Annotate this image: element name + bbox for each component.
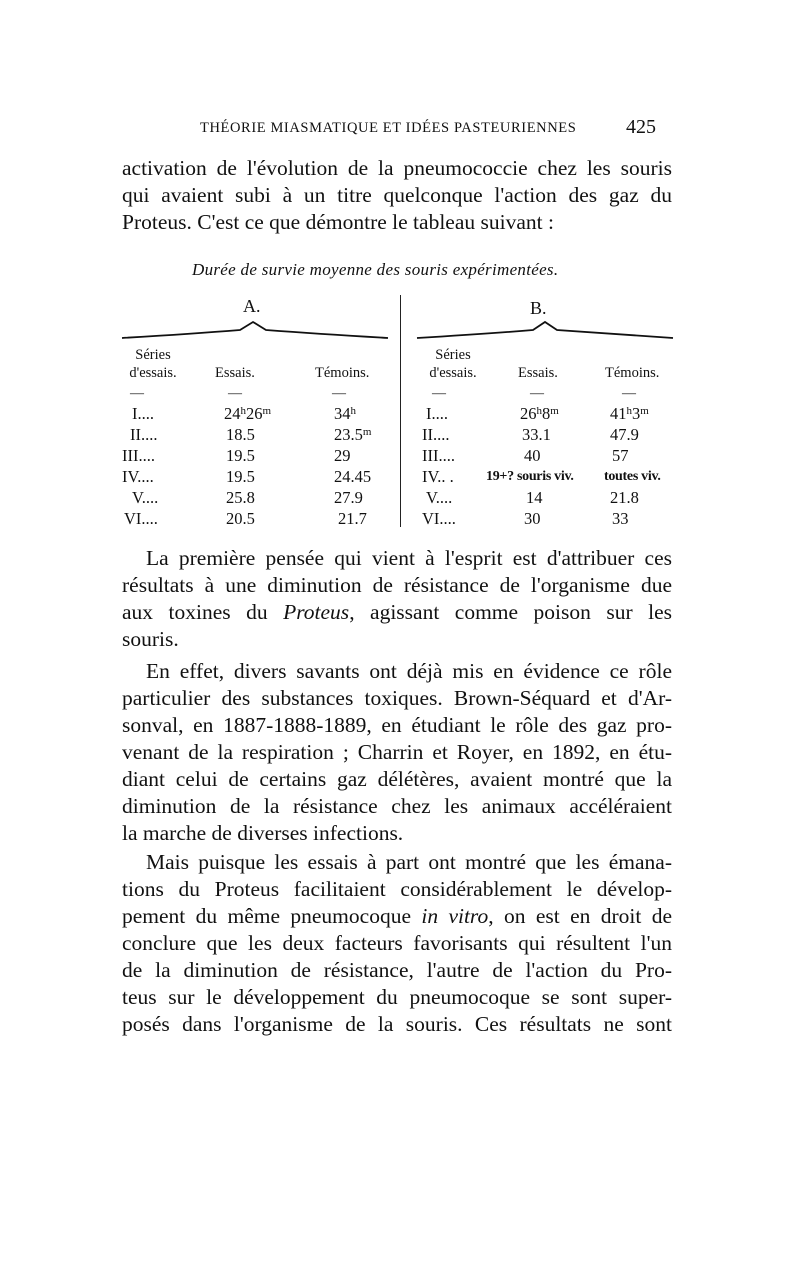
rule-dash: — [432,386,446,401]
series-cell: V.... [426,488,453,507]
text-line: pement du même pneumocoque in vitro, on est en droit de [122,904,672,928]
rule-dash: — [530,386,544,401]
temoins-cell: 41$^h$3$^m$ [610,404,649,423]
essais-cell: 26$^h$8$^m$ [520,404,559,423]
header-line: Séries [435,347,471,363]
temoins-cell: 33 [612,509,629,528]
essais-cell: 33.1 [522,425,551,444]
series-cell: I.... [132,404,154,423]
essais-cell: 19.5 [226,467,255,486]
group-a-essais-header: Essais. [215,365,255,381]
temoins-cell: 27.9 [334,488,363,507]
page-number: 425 [626,116,656,138]
temoins-cell: 23.5$^m$ [334,425,372,444]
rule-dash: — [130,386,144,401]
essais-cell: 25.8 [226,488,255,507]
text-line: la marche de diverses infections. [122,821,404,845]
text-line: posés dans l'organisme de la souris. Ces résultats ne sont [122,1012,672,1036]
text-line: En effet, divers savants ont déjà mis en évidence ce rôle [146,659,672,683]
series-cell: IV.. . [422,467,454,486]
text-line: de la diminution de résistance, l'autre de l'action du Pro- [122,958,672,982]
text-line: activation de l'évolution de la pneumococcie chez les souris [122,156,672,180]
header-line: d'essais. [129,365,177,381]
text-line: particulier des substances toxiques. Brown-Séquard et d'Ar- [122,686,672,710]
text-line: venant de la respiration ; Charrin et Royer, en 1892, en étu- [122,740,672,764]
group-a-series-header [118,346,188,382]
series-cell: III.... [422,446,455,465]
essais-cell: 20.5 [226,509,255,528]
essais-cell: 24$^h$26$^m$ [224,404,272,423]
group-b-temoins-header: Témoins. [605,365,660,381]
text-line: teus sur le développement du pneumocoque se sont super- [122,985,672,1009]
series-cell: IV.... [122,467,154,486]
series-cell: I.... [426,404,448,423]
text-line: tions du Proteus facilitaient considérablement le dévelop- [122,877,672,901]
header-line: d'essais. [429,365,477,381]
group-a-temoins-header: Témoins. [315,365,370,381]
essais-cell: 30 [524,509,541,528]
header-line: Séries [135,347,171,363]
text-line: Mais puisque les essais à part ont montré que les émana- [146,850,672,874]
text-line: diant celui de certains gaz délétères, avaient montré que la [122,767,672,791]
text-line: Proteus. C'est ce que démontre le tableau suivant : [122,210,554,234]
group-b-brace [415,320,675,342]
rule-dash: — [332,386,346,401]
rule-dash: — [228,386,242,401]
text-line: conclure que les deux facteurs favorisants qui résultent l'un [122,931,672,955]
series-cell: V.... [132,488,159,507]
group-b-series-header [418,346,488,382]
temoins-cell: 24.45 [334,467,372,486]
essais-cell: 40 [524,446,541,465]
table-divider [400,295,401,527]
text-line: sonval, en 1887-1888-1889, en étudiant le rôle des gaz pro- [122,713,672,737]
series-cell: II.... [130,425,158,444]
rule-dash: — [622,386,636,401]
essais-cell: 19.5 [226,446,255,465]
text-line: diminution de la résistance chez les animaux accéléraient [122,794,672,818]
series-cell: VI.... [124,509,158,528]
text-line: aux toxines du Proteus, agissant comme poison sur les [122,600,672,624]
text-line: qui avaient subi à un titre quelconque l'action des gaz du [122,183,672,207]
essais-cell: 14 [526,488,543,507]
group-a-label: A. [243,296,261,316]
temoins-cell: 29 [334,446,351,465]
table-caption: Durée de survie moyenne des souris expérimentées. [192,260,559,279]
series-cell: VI.... [422,509,456,528]
series-cell: II.... [422,425,450,444]
essais-cell: 18.5 [226,425,255,444]
text-line: souris. [122,627,179,651]
temoins-cell: 21.7 [338,509,367,528]
temoins-cell: 34$^h$ [334,404,356,423]
group-b-essais-header: Essais. [518,365,558,381]
running-title: THÉORIE MIASMATIQUE ET IDÉES PASTEURIENNES [200,120,577,136]
text-line: résultats à une diminution de résistance de l'organisme due [122,573,672,597]
survival-table [110,290,680,530]
series-cell: III.... [122,446,155,465]
text-line: La première pensée qui vient à l'esprit est d'attribuer ces [146,546,672,570]
group-b-label: B. [530,298,547,318]
temoins-cell: toutes viv. [604,469,661,484]
temoins-cell: 21.8 [610,488,639,507]
temoins-cell: 47.9 [610,425,639,444]
temoins-cell: 57 [612,446,629,465]
group-a-brace [120,320,390,342]
essais-cell: 19+? souris viv. [486,469,574,484]
